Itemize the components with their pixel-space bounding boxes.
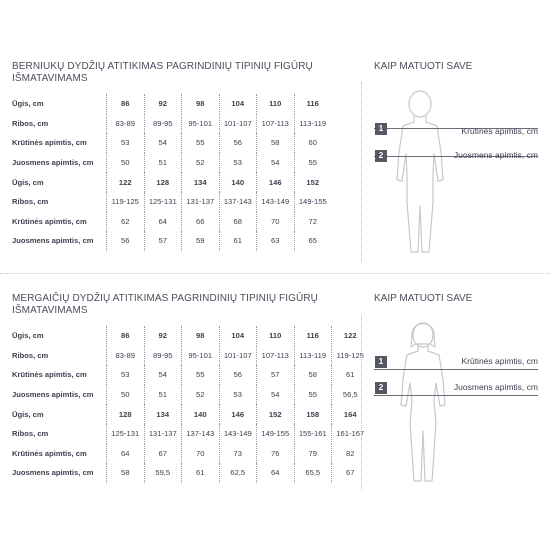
table-cell: 101-107 [219,346,257,366]
table-cell: 125-131 [144,192,182,212]
boys-waist-label: Juosmens apimtis, cm [453,150,538,160]
table-cell: 92 [144,326,182,346]
table-cell: 122 [107,172,145,192]
table-cell: 125-131 [107,424,145,444]
table-cell: 51 [144,153,182,173]
table-cell: 55 [294,385,332,405]
table-cell: 70 [257,212,295,232]
table-cell: 64 [107,444,145,464]
table-cell: 83-89 [107,114,145,134]
girls-chest-number: 1 [375,356,387,368]
table-cell: 68 [219,212,257,232]
table-cell: 152 [294,172,331,192]
table-cell: 131-137 [182,192,220,212]
girls-waist-line [374,395,538,396]
table-cell: 95-101 [182,114,220,134]
table-cell: 53 [107,133,145,153]
table-cell: 158 [294,404,332,424]
table-cell: 56 [107,231,145,251]
table-cell: 55 [182,133,220,153]
row-label: Juosmens apimtis, cm [12,390,94,400]
boys-how-to-measure-title: KAIP MATUOTI SAVE [374,61,473,72]
row-label: Krūtinės apimtis, cm [12,448,87,458]
row-label: Ūgis, cm [12,331,44,341]
table-cell: 76 [257,444,295,464]
table-cell: 143-149 [219,424,257,444]
table-cell: 72 [294,212,331,232]
table-cell: 140 [182,404,220,424]
table-cell: 58 [107,463,145,483]
table-cell: 140 [219,172,257,192]
row-label: Ribos, cm [12,197,49,207]
girls-how-to-measure-title: KAIP MATUOTI SAVE [374,293,473,304]
table-cell: 128 [144,172,182,192]
table-cell: 155-161 [294,424,332,444]
boys-waist-number: 2 [375,150,387,162]
table-cell: 53 [219,385,257,405]
table-cell: 57 [144,231,182,251]
girls-waist-label: Juosmens apimtis, cm [453,382,538,392]
girls-size-table [12,326,369,483]
row-label: Krūtinės apimtis, cm [12,216,87,226]
table-cell: 86 [107,94,145,114]
table-cell: 146 [257,172,295,192]
table-cell: 113-119 [294,346,332,366]
table-cell: 67 [144,444,182,464]
table-cell: 56,5 [332,385,369,405]
girls-chest-label: Krūtinės apimtis, cm [461,356,538,366]
table-cell: 65,5 [294,463,332,483]
table-cell: 62 [107,212,145,232]
table-cell: 62,5 [219,463,257,483]
table-cell: 50 [107,153,145,173]
table-cell: 70 [182,444,220,464]
table-cell: 61 [182,463,220,483]
table-row [12,326,369,346]
table-cell: 60 [294,133,331,153]
table-cell: 137-143 [219,192,257,212]
table-cell: 53 [219,153,257,173]
table-row [12,385,369,405]
row-label: Ribos, cm [12,350,49,360]
table-cell: 113-119 [294,114,331,134]
table-cell: 134 [144,404,182,424]
table-cell: 107-113 [257,114,295,134]
table-cell: 149-155 [294,192,331,212]
table-cell: 56 [219,365,257,385]
table-cell: 65 [294,231,331,251]
table-cell: 52 [182,153,220,173]
table-cell: 137-143 [182,424,220,444]
table-cell: 67 [332,463,369,483]
table-cell: 110 [257,94,295,114]
table-cell: 73 [219,444,257,464]
girls-table-body [12,326,369,483]
table-cell: 128 [107,404,145,424]
girl-figure-icon [388,313,458,493]
table-cell: 164 [332,404,369,424]
table-cell: 53 [107,365,145,385]
table-cell: 146 [219,404,257,424]
boys-chest-label: Krūtinės apimtis, cm [461,126,538,136]
table-cell: 122 [332,326,369,346]
girls-waist-number: 2 [375,382,387,394]
table-row [12,346,369,366]
table-cell: 119-125 [107,192,145,212]
row-label: Krūtinės apimtis, cm [12,138,87,148]
table-cell: 54 [144,133,182,153]
table-cell: 79 [294,444,332,464]
table-cell: 104 [219,326,257,346]
table-cell: 54 [257,153,295,173]
boys-chest-number: 1 [375,123,387,135]
table-cell: 95-101 [182,346,220,366]
table-cell: 58 [294,365,332,385]
table-row [12,404,369,424]
table-cell: 143-149 [257,192,295,212]
table-cell: 55 [294,153,331,173]
table-cell: 89-95 [144,114,182,134]
table-cell: 110 [257,326,295,346]
table-cell: 92 [144,94,182,114]
table-cell: 83-89 [107,346,145,366]
table-cell: 131-137 [144,424,182,444]
table-cell: 149-155 [257,424,295,444]
table-cell: 101-107 [219,114,257,134]
table-cell: 98 [182,94,220,114]
row-label: Juosmens apimtis, cm [12,236,94,246]
row-label: Juosmens apimtis, cm [12,158,94,168]
table-cell: 116 [294,326,332,346]
girls-title: MERGAIČIŲ DYDŽIŲ ATITIKIMAS PAGRINDINIŲ TIPINIŲ FIGŪRŲ IŠMATAVIMAMS [12,293,318,316]
table-cell: 64 [257,463,295,483]
table-cell: 98 [182,326,220,346]
girls-column-divider [361,315,362,490]
table-cell: 59 [182,231,220,251]
girls-chest-line [374,369,538,370]
table-cell: 66 [182,212,220,232]
row-label: Ribos, cm [12,429,49,439]
row-label: Ūgis, cm [12,99,44,109]
table-cell: 54 [257,385,295,405]
row-label: Ribos, cm [12,118,49,128]
table-row [12,365,369,385]
table-cell: 63 [257,231,295,251]
row-label: Juosmens apimtis, cm [12,468,94,478]
table-cell: 54 [144,365,182,385]
table-cell: 61 [219,231,257,251]
table-cell: 152 [257,404,295,424]
table-cell: 51 [144,385,182,405]
table-cell: 119-125 [332,346,369,366]
table-cell: 116 [294,94,331,114]
table-row [12,463,369,483]
table-cell: 89-95 [144,346,182,366]
table-cell: 86 [107,326,145,346]
table-cell: 57 [257,365,295,385]
table-cell: 56 [219,133,257,153]
table-cell: 55 [182,365,220,385]
table-cell: 161-167 [332,424,369,444]
table-cell: 61 [332,365,369,385]
table-cell: 52 [182,385,220,405]
table-cell: 82 [332,444,369,464]
table-row [12,424,369,444]
table-cell: 59,5 [144,463,182,483]
table-cell: 64 [144,212,182,232]
row-label: Krūtinės apimtis, cm [12,370,87,380]
table-cell: 134 [182,172,220,192]
table-cell: 107-113 [257,346,295,366]
table-cell: 58 [257,133,295,153]
table-cell: 104 [219,94,257,114]
row-label: Ūgis, cm [12,409,44,419]
table-cell: 50 [107,385,145,405]
boys-title: BERNIUKŲ DYDŽIŲ ATITIKIMAS PAGRINDINIŲ TIPINIŲ FIGŪRŲ IŠMATAVIMAMS [12,61,313,84]
row-label: Ūgis, cm [12,177,44,187]
table-row [12,444,369,464]
